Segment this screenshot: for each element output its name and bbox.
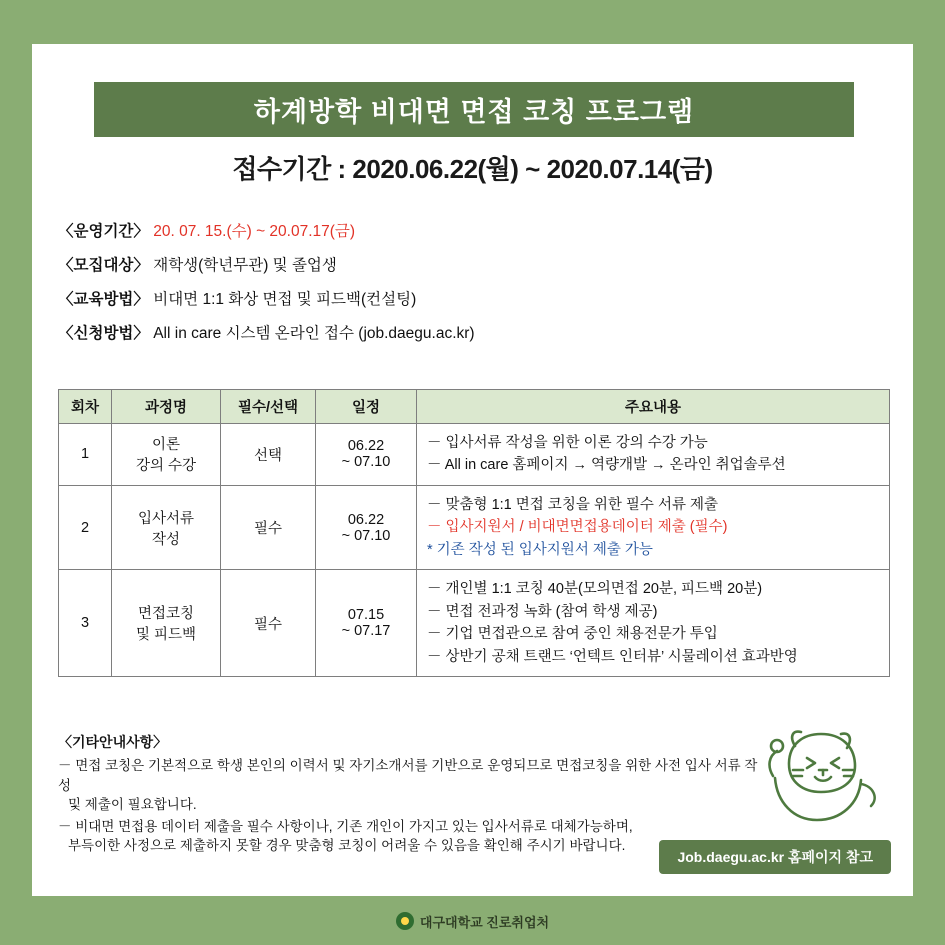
column-header-required: 필수/선택 <box>221 390 316 424</box>
detail-line-highlight: － 입사지원서 / 비대면면접용데이터 제출 (필수) <box>427 519 728 536</box>
poster-title-bar <box>94 82 854 137</box>
detail-line: － 개인별 1:1 코칭 40분(모의면접 20분, 피드백 20분) <box>427 581 763 598</box>
info-row-target <box>58 256 888 276</box>
column-header-no: 회차 <box>59 390 112 424</box>
detail-line: － All in care 홈페이지 → 역량개발 → 온라인 취업솔루션 <box>427 457 786 474</box>
cell-details <box>417 424 890 486</box>
cell-schedule-line: ~ 07.10 <box>341 454 391 471</box>
cell-course-line: 이론 <box>151 437 180 454</box>
cell-required: 선택 <box>221 424 316 486</box>
notes-item-main: － 면접 코칭은 기본적으로 학생 본인의 이력서 및 자기소개서를 기반으로 운영되므로 면접코칭을 위한 사전 입사 서류 작성 <box>58 758 758 793</box>
cell-schedule <box>316 424 417 486</box>
mascot-tiger-icon <box>755 724 885 834</box>
info-label: 〈신청방법〉 <box>58 325 149 343</box>
notes-item-sub: 및 제출이 필요합니다. <box>68 797 197 813</box>
cell-required: 필수 <box>221 570 316 677</box>
schedule-table <box>58 389 890 677</box>
info-list <box>58 222 888 359</box>
university-logo-icon <box>396 912 414 930</box>
cell-schedule-line: ~ 07.10 <box>341 527 391 544</box>
detail-line: － 면접 전과정 녹화 (참여 학생 제공) <box>427 603 658 620</box>
info-row-period <box>58 222 888 242</box>
info-value: All in care 시스템 온라인 접수 (job.daegu.ac.kr) <box>153 325 475 343</box>
cell-course-line: 및 피드백 <box>135 627 197 644</box>
cell-schedule-line: 06.22 <box>347 511 385 528</box>
footer-organization: 대구대학교 진로취업처 <box>419 914 550 930</box>
cell-course <box>112 570 221 677</box>
poster-subtitle: 접수기간 : 2020.06.22(월) ~ 2020.07.14(금) <box>232 154 713 184</box>
cell-course <box>112 424 221 486</box>
cell-schedule-line: 07.15 <box>347 607 385 624</box>
cell-details <box>417 485 890 569</box>
info-label: 〈모집대상〉 <box>58 257 149 275</box>
homepage-badge[interactable]: Job.daegu.ac.kr 홈페이지 참고 <box>659 840 891 874</box>
column-header-course: 과정명 <box>112 390 221 424</box>
detail-line: － 맞춤형 1:1 면접 코칭을 위한 필수 서류 제출 <box>427 496 718 513</box>
cell-no: 1 <box>59 424 112 486</box>
notes-section <box>58 732 758 858</box>
cell-schedule-line: ~ 07.17 <box>341 623 391 640</box>
detail-line: － 기업 면접관으로 참여 중인 채용전문가 투입 <box>427 626 718 643</box>
cell-course-line: 작성 <box>151 531 180 548</box>
cell-course-line: 면접코칭 <box>137 606 195 623</box>
info-label: 〈교육방법〉 <box>58 291 149 309</box>
cell-required: 필수 <box>221 485 316 569</box>
poster-card <box>32 44 913 896</box>
detail-line-note: * 기존 작성 된 입사지원서 제출 가능 <box>427 541 653 558</box>
table-row <box>59 424 890 486</box>
table-row <box>59 570 890 677</box>
cell-course-line: 강의 수강 <box>135 458 197 475</box>
cell-schedule <box>316 485 417 569</box>
cell-details <box>417 570 890 677</box>
notes-item <box>58 817 758 856</box>
cell-schedule-line: 06.22 <box>347 438 385 455</box>
footer-bar <box>0 897 945 945</box>
cell-course-line: 입사서류 <box>137 510 195 527</box>
info-label: 〈운영기간〉 <box>58 223 149 240</box>
cell-no: 2 <box>59 485 112 569</box>
cell-course <box>112 485 221 569</box>
page-title: 하계방학 비대면 면접 코칭 프로그램 <box>253 97 695 127</box>
cell-no: 3 <box>59 570 112 677</box>
detail-line: － 상반기 공채 트랜드 ‘언텍트 인터뷰’ 시물레이션 효과반영 <box>427 648 798 665</box>
table-row <box>59 485 890 569</box>
notes-title: 〈기타안내사항〉 <box>58 734 168 750</box>
column-header-details: 주요내용 <box>417 390 890 424</box>
column-header-schedule: 일정 <box>316 390 417 424</box>
info-row-method <box>58 290 888 310</box>
info-row-apply <box>58 324 888 344</box>
notes-item-sub: 부득이한 사정으로 제출하지 못할 경우 맞춤형 코칭이 어려울 수 있음을 확인해 주시기 바랍니다. <box>68 838 626 854</box>
detail-line: － 입사서류 작성을 위한 이론 강의 수강 가능 <box>427 435 708 451</box>
notes-item <box>58 756 758 815</box>
table-header-row <box>59 390 890 424</box>
cell-schedule <box>316 570 417 677</box>
info-value: 비대면 1:1 화상 면접 및 피드백(컨설팅) <box>153 291 417 309</box>
info-value: 재학생(학년무관) 및 졸업생 <box>153 257 337 275</box>
info-value: 20. 07. 15.(수) ~ 20.07.17(금) <box>153 223 356 240</box>
notes-item-main: － 비대면 면접용 데이터 제출을 필수 사항이나, 기존 개인이 가지고 있는 입사서류로 대체가능하며, <box>58 818 633 834</box>
